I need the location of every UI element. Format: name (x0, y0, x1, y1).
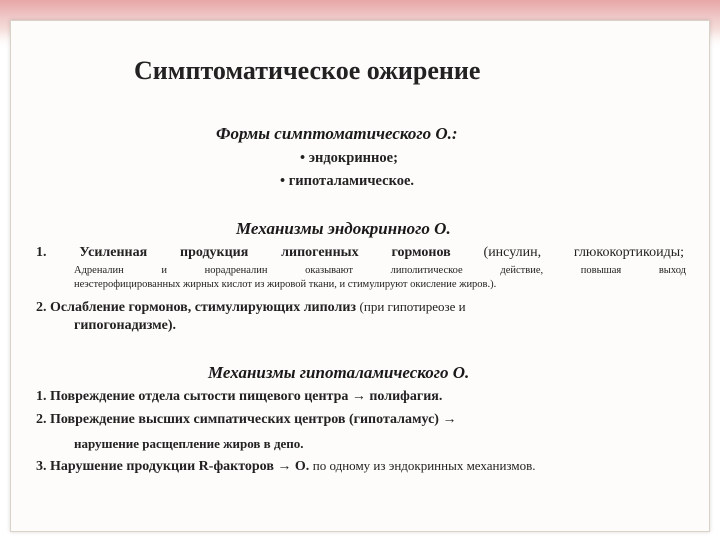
forms-heading: Формы симптоматического О.: (216, 124, 458, 143)
hypothalamic-item-2: 2. Повреждение высших симпатических центров (гипоталамус) → (36, 412, 457, 427)
endocrine-item-2 (36, 299, 466, 316)
hypothalamic-item-1: 1. Повреждение отдела сытости пищевого центра → полифагия. (36, 389, 443, 404)
slide-frame (10, 20, 710, 532)
endocrine-item-1-paren: (инсулин, глюкокортикоиды; (483, 245, 684, 260)
hypothalamic-item-2-cont: нарушение расщепление жиров в депо. (74, 436, 304, 451)
endocrine-item-2-main: 2. Ослабление гормонов, стимулирующих липолиз (36, 300, 357, 315)
endocrine-item-1 (36, 245, 684, 261)
hypothalamic-item-3 (36, 458, 535, 475)
endocrine-item-1-note-line1: Адреналин и норадреналин оказывают липолитическое действие, повышая выход (74, 265, 686, 276)
hypothalamic-heading: Механизмы гипоталамического О. (208, 363, 470, 382)
endocrine-item-2-cont: гипогонадизме). (74, 318, 177, 333)
forms-item-hypothalamic: • гипоталамическое. (280, 173, 415, 189)
endocrine-item-1-main: 1. Усиленная продукция липогенных гормонов (36, 245, 451, 260)
hypothalamic-item-3-tail: по одному из эндокринных механизмов. (312, 458, 536, 473)
endocrine-heading: Механизмы эндокринного О. (236, 219, 451, 238)
hypothalamic-item-3-main: 3. Нарушение продукции R-факторов → О. (36, 459, 310, 474)
forms-item-endocrine: • эндокринное; (300, 150, 398, 166)
endocrine-item-1-note-line2: неэстерофицированных жирных кислот из жировой ткани, и стимулируют окисление жиров.). (74, 279, 497, 290)
slide-title: Симптоматическое ожирение (134, 56, 481, 85)
endocrine-item-2-paren: (при гипотиреозе и (359, 299, 466, 314)
